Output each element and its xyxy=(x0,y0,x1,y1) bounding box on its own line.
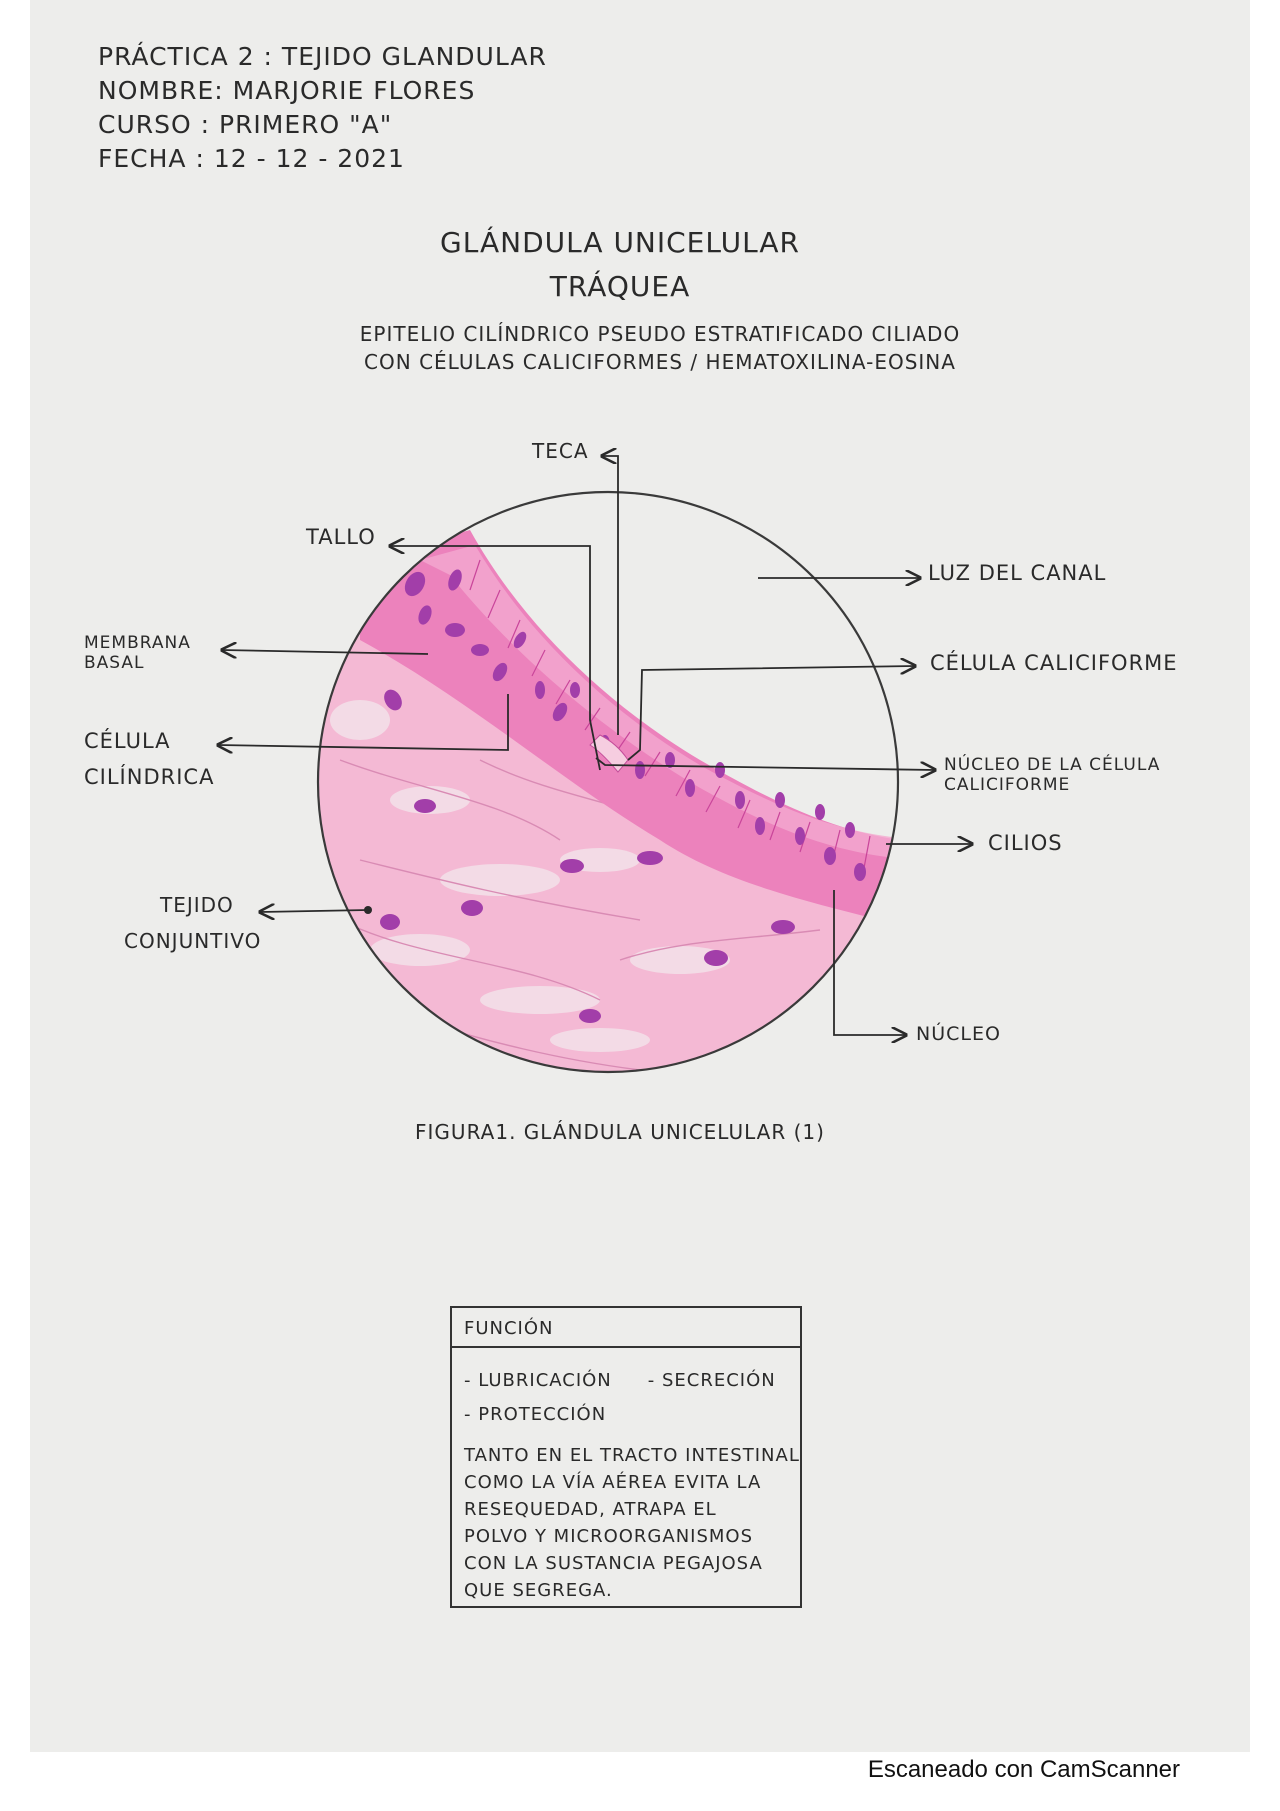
student-name: NOMBRE: MARJORIE FLORES xyxy=(98,76,476,105)
label-luz-del-canal: LUZ DEL CANAL xyxy=(928,561,1107,585)
tejido-pointer-dot xyxy=(364,906,372,914)
label-membrana-1: MEMBRANA xyxy=(84,633,191,653)
function-text-line: TANTO EN EL TRACTO INTESTINAL xyxy=(464,1445,800,1466)
main-title: GLÁNDULA UNICELULAR xyxy=(440,226,800,259)
organ-title: TRÁQUEA xyxy=(549,270,691,303)
function-text-line: CON LA SUSTANCIA PEGAJOSA xyxy=(464,1553,763,1574)
function-text-line: POLVO Y MICROORGANISMOS xyxy=(464,1526,754,1547)
subtitle-line-2: CON CÉLULAS CALICIFORMES / HEMATOXILINA-EOSINA xyxy=(364,350,956,374)
label-teca: TECA xyxy=(532,439,589,463)
date: FECHA : 12 - 12 - 2021 xyxy=(98,144,405,173)
label-cilindrica-2: CILÍNDRICA xyxy=(84,765,215,789)
function-item-proteccion: - PROTECCIÓN xyxy=(464,1404,607,1425)
practice-title: PRÁCTICA 2 : TEJIDO GLANDULAR xyxy=(98,42,547,71)
label-celula-caliciforme: CÉLULA CALICIFORME xyxy=(930,651,1178,675)
label-tejido-2: CONJUNTIVO xyxy=(124,929,262,953)
label-cilios: CILIOS xyxy=(988,831,1063,855)
course: CURSO : PRIMERO "A" xyxy=(98,110,393,139)
figure-caption: FIGURA1. GLÁNDULA UNICELULAR (1) xyxy=(415,1120,825,1144)
label-membrana-2: BASAL xyxy=(84,653,145,673)
function-box xyxy=(450,1306,802,1608)
function-description xyxy=(452,1432,800,1604)
function-text-line: QUE SEGREGA. xyxy=(464,1580,613,1601)
function-items xyxy=(452,1348,800,1432)
function-text-line: RESEQUEDAD, ATRAPA EL xyxy=(464,1499,717,1520)
label-tallo: TALLO xyxy=(306,525,376,549)
label-nucleo-caliciforme-1: NÚCLEO DE LA CÉLULA xyxy=(944,755,1161,775)
function-item-lubricacion: - LUBRICACIÓN xyxy=(464,1370,612,1391)
subtitle-line-1: EPITELIO CILÍNDRICO PSEUDO ESTRATIFICADO CILIADO xyxy=(359,322,961,346)
function-item-secrecion: - SECRECIÓN xyxy=(647,1370,776,1391)
label-tejido-1: TEJIDO xyxy=(160,893,234,917)
label-nucleo: NÚCLEO xyxy=(916,1023,1001,1045)
function-heading: FUNCIÓN xyxy=(452,1308,800,1348)
microscope-field xyxy=(300,480,920,1100)
scanner-watermark: Escaneado con CamScanner xyxy=(867,1756,1180,1783)
function-text-line: COMO LA VÍA AÉREA EVITA LA xyxy=(464,1472,762,1493)
label-cilindrica-1: CÉLULA xyxy=(84,729,171,753)
label-nucleo-caliciforme-2: CALICIFORME xyxy=(944,775,1071,795)
